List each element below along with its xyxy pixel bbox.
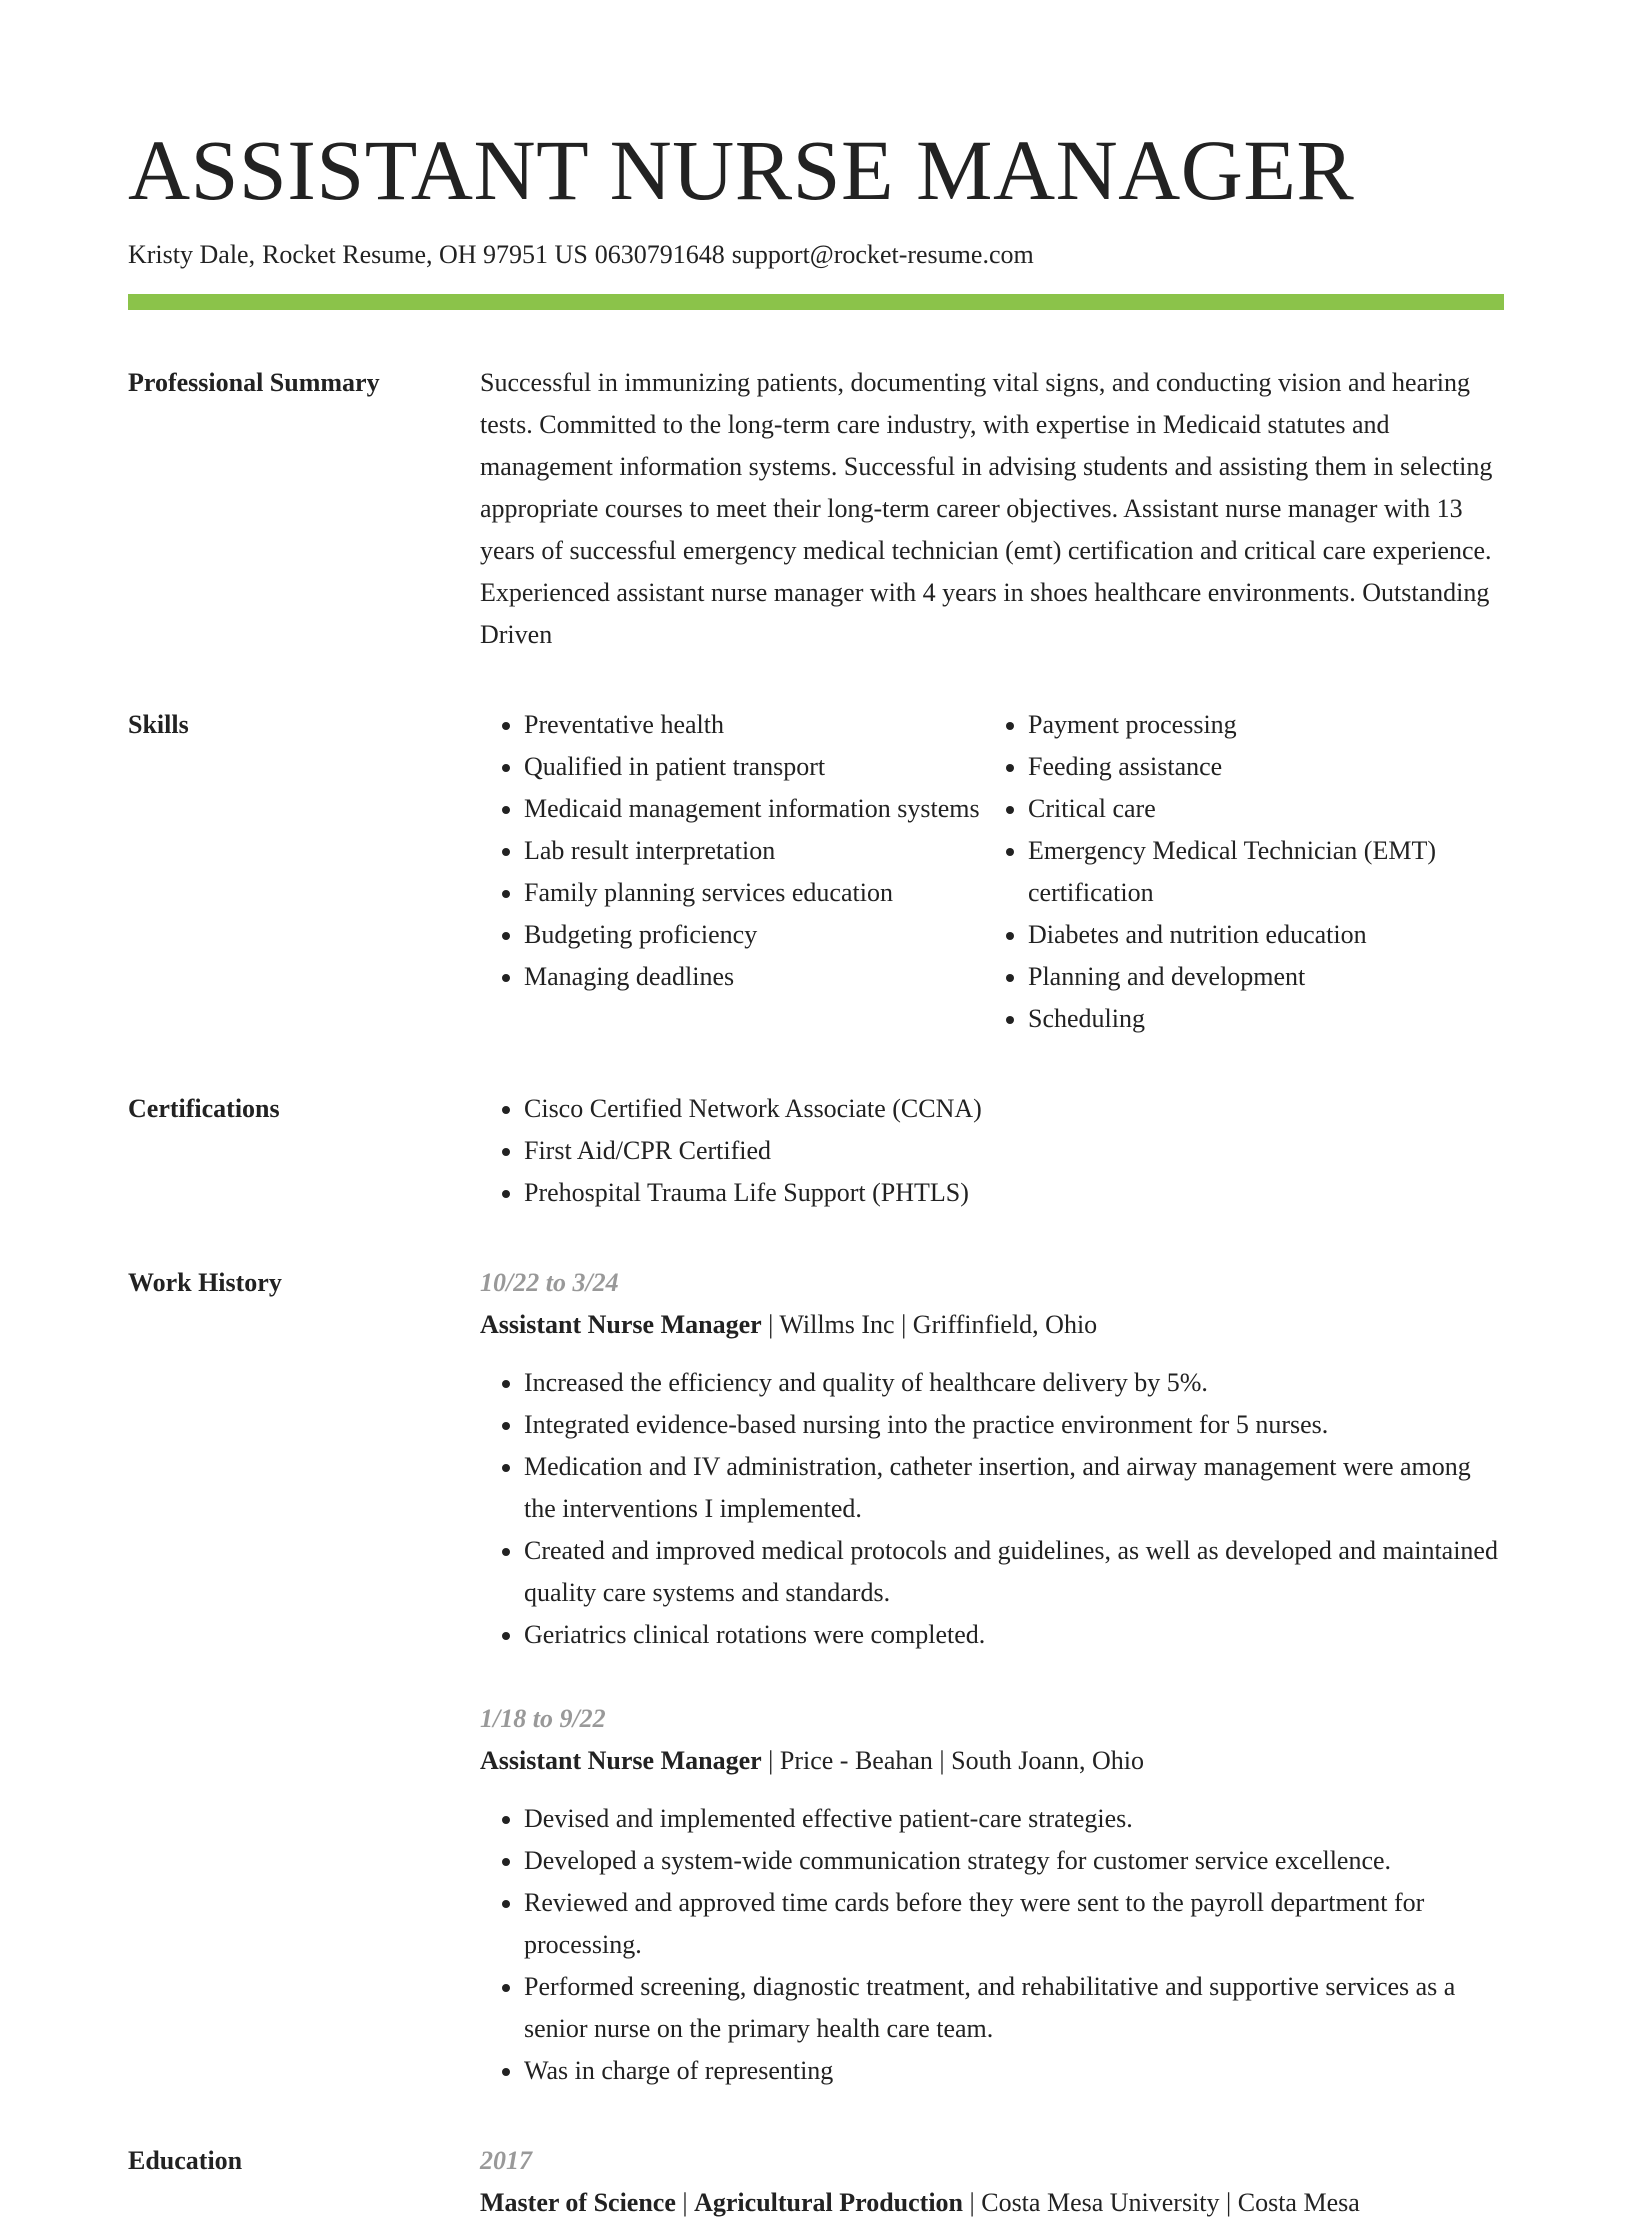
job-bullet: • Devised and implemented effective patient-care strategies. xyxy=(524,1798,1504,1840)
skill-item: • Qualified in patient transport xyxy=(524,746,984,788)
certification-item: • Cisco Certified Network Associate (CCNA) xyxy=(524,1088,1504,1130)
certifications-list xyxy=(480,1088,1504,1214)
skill-item: • Lab result interpretation xyxy=(524,830,984,872)
education-school: | Costa Mesa University | Costa Mesa xyxy=(963,2188,1360,2217)
job-title: Assistant Nurse Manager xyxy=(480,1746,762,1775)
job-bullet: • Geriatrics clinical rotations were completed. xyxy=(524,1614,1504,1656)
education-separator: | xyxy=(675,2188,695,2217)
job-bullet: • Medication and IV administration, catheter insertion, and airway management were among the interventions I implemented. xyxy=(524,1446,1504,1530)
skill-item: • Managing deadlines xyxy=(524,956,984,998)
job-bullet: • Integrated evidence-based nursing into the practice environment for 5 nurses. xyxy=(524,1404,1504,1446)
job-header xyxy=(480,1740,1504,1782)
contact-address: Rocket Resume, OH 97951 US xyxy=(262,240,588,269)
summary-section xyxy=(128,362,1504,656)
skill-item: • Critical care xyxy=(1028,788,1504,830)
skill-item: • Planning and development xyxy=(1028,956,1504,998)
skill-item: • Diabetes and nutrition education xyxy=(1028,914,1504,956)
certification-item: • First Aid/CPR Certified xyxy=(524,1130,1504,1172)
education-field: Agricultural Production xyxy=(694,2188,964,2217)
job-title: Assistant Nurse Manager xyxy=(480,1310,762,1339)
section-heading: Certifications xyxy=(128,1094,280,1123)
skill-item: • Medicaid management information systems xyxy=(524,788,984,830)
skill-item: • Scheduling xyxy=(1028,998,1504,1040)
education-section xyxy=(128,2140,1504,2224)
education-line xyxy=(480,2182,1504,2224)
accent-divider xyxy=(128,294,1504,310)
job-dates: 10/22 to 3/24 xyxy=(480,1268,619,1297)
job-bullets xyxy=(480,1362,1504,1656)
skill-item: • Preventative health xyxy=(524,704,984,746)
skills-list-right xyxy=(984,704,1504,1040)
contact-name: Kristy Dale, xyxy=(128,240,256,269)
job-employer: | Willms Inc | Griffinfield, Ohio xyxy=(761,1310,1098,1339)
job-bullet: • Reviewed and approved time cards before they were sent to the payroll department for processing. xyxy=(524,1882,1504,1966)
education-dates: 2017 xyxy=(480,2146,532,2175)
education-degree: Master of Science xyxy=(480,2188,676,2217)
job-dates: 1/18 to 9/22 xyxy=(480,1704,606,1733)
section-heading: Professional Summary xyxy=(128,368,380,397)
work-history-section xyxy=(128,1262,1504,2092)
skill-item: • Budgeting proficiency xyxy=(524,914,984,956)
skills-section xyxy=(128,704,1504,1040)
contact-line xyxy=(128,238,1504,272)
resume-title: ASSISTANT NURSE MANAGER xyxy=(128,122,1355,218)
skill-item: • Payment processing xyxy=(1028,704,1504,746)
skills-list-left xyxy=(480,704,984,1040)
summary-text: Successful in immunizing patients, documenting vital signs, and conducting vision and hearing tests. Committed to the long-term care industry, with expertise in Medicaid statutes and management information systems. Successful in advising students and assisting them in selecting appropriate courses to meet their long-term career objectives. Assistant nurse manager with 13 years of successful emergency medical technician (emt) certification and critical care experience. Experienced assistant nurse manager with 4 years in shoes healthcare environments. Outstanding Driven xyxy=(480,368,1493,649)
job-bullet: • Created and improved medical protocols and guidelines, as well as developed and maintained quality care systems and standards. xyxy=(524,1530,1504,1614)
section-heading: Education xyxy=(128,2146,243,2175)
job-entry xyxy=(480,1262,1504,1656)
certifications-section xyxy=(128,1088,1504,1214)
certification-item: • Prehospital Trauma Life Support (PHTLS) xyxy=(524,1172,1504,1214)
job-bullet: • Developed a system-wide communication strategy for customer service excellence. xyxy=(524,1840,1504,1882)
section-heading: Work History xyxy=(128,1268,282,1297)
skill-item: • Feeding assistance xyxy=(1028,746,1504,788)
section-heading: Skills xyxy=(128,710,189,739)
job-bullet: • Performed screening, diagnostic treatment, and rehabilitative and supportive services as a senior nurse on the primary health care team. xyxy=(524,1966,1504,2050)
skill-item: • Family planning services education xyxy=(524,872,984,914)
resume-page xyxy=(128,0,1504,2224)
job-employer: | Price - Beahan | South Joann, Ohio xyxy=(761,1746,1144,1775)
contact-phone: 0630791648 xyxy=(594,240,725,269)
skill-item: • Emergency Medical Technician (EMT) certification xyxy=(1028,830,1504,914)
job-bullets xyxy=(480,1798,1504,2092)
job-header xyxy=(480,1304,1504,1346)
job-bullet: • Increased the efficiency and quality of healthcare delivery by 5%. xyxy=(524,1362,1504,1404)
job-bullet: • Was in charge of representing xyxy=(524,2050,1504,2092)
contact-email[interactable]: support@rocket-resume.com xyxy=(731,240,1034,269)
job-entry xyxy=(480,1698,1504,2092)
